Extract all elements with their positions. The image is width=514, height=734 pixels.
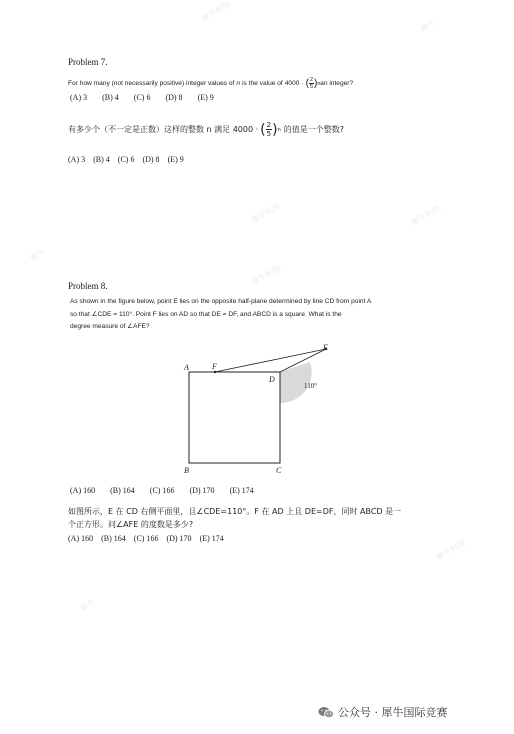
problem7-question (68, 77, 353, 90)
choice-a: (A) 3 (70, 93, 88, 102)
angle-label: 110° (304, 382, 318, 390)
cn-choice-d: (D) 8 (142, 155, 160, 164)
problem7-question-cn (68, 121, 344, 138)
watermark: 犀牛 (418, 17, 438, 34)
cn-choice-b: (B) 164 (101, 534, 126, 543)
choice-e: (E) 9 (197, 93, 214, 102)
label-a: A (184, 363, 189, 372)
fraction-numerator: 2 (309, 77, 314, 83)
problem7-question-pre: For how many (not necessarily positive) integer values of (68, 80, 235, 87)
problem8-question-line1: As shown in the figure below, point E lies on the opposite half-plane determined by line CD from point A (70, 298, 372, 305)
right-paren: ) (272, 121, 278, 138)
footer-text: 公众号 · 犀牛国际竞赛 (338, 706, 448, 719)
cn-choice-c: (C) 166 (133, 534, 159, 543)
cn-choice-c: (C) 6 (117, 155, 135, 164)
problem8-question-line3: degree measure of ∠AFE? (70, 323, 150, 330)
footer-attribution (318, 704, 448, 720)
cn-choice-d: (D) 170 (166, 534, 192, 543)
watermark: 犀牛科技 (199, 0, 233, 24)
choice-d: (D) 170 (189, 486, 215, 495)
watermark: 犀牛 (78, 597, 98, 614)
cn-choice-a: (A) 3 (68, 155, 86, 164)
point-f (214, 371, 216, 373)
problem7-var: n (236, 80, 241, 87)
label-f: F (212, 362, 217, 371)
problem8-cn-choices (68, 534, 230, 543)
watermark: 犀牛科技 (434, 538, 468, 563)
label-c: C (276, 466, 282, 475)
label-b: B (184, 466, 189, 475)
problem8-question-line2: so that ∠CDE = 110°. Point F lies on AD so that DE = DF, and ABCD is a square. What is the (70, 311, 342, 318)
problem7-choices (70, 93, 227, 102)
problem8-title: Problem 8. (68, 281, 108, 291)
choice-a: (A) 160 (70, 486, 96, 495)
square-abcd (189, 372, 280, 463)
choice-c: (C) 6 (133, 93, 151, 102)
left-paren: ( (305, 78, 309, 89)
cn-choice-e: (E) 9 (167, 155, 184, 164)
label-e: E (323, 343, 328, 352)
square-diagram (170, 340, 350, 480)
right-paren: ) (314, 78, 318, 89)
cn-choice-a: (A) 160 (68, 534, 94, 543)
problem7-question-mid: is the value of (242, 80, 283, 87)
problem7-cn-post: 的值是一个整数? (283, 125, 344, 134)
left-paren: ( (260, 121, 266, 138)
problem7-cn-choices (68, 155, 190, 164)
choice-e: (E) 174 (229, 486, 254, 495)
problem8-cn-line1: 如图所示，E 在 CD 右侧平面里，且∠CDE=110°。F 在 AD 上且 DE=DF，同时 ABCD 是一 (68, 507, 402, 516)
problem7-const: 4000 (284, 80, 300, 87)
problem7-exponent: n (317, 80, 321, 87)
label-d: D (269, 375, 275, 384)
choice-b: (B) 4 (102, 93, 119, 102)
problem7-dot: · (301, 80, 304, 87)
fraction-denominator: 5 (266, 130, 272, 138)
problem7-cn-pre: 有多少个（不一定是正数）这样的整数 n 满足 4000 · (68, 125, 259, 134)
problem7-cn-exponent: n (277, 126, 281, 133)
choice-d: (D) 8 (165, 93, 183, 102)
problem7-question-post: an integer? (320, 80, 354, 87)
fraction-numerator: 2 (266, 121, 272, 129)
watermark: 犀牛科技 (409, 203, 443, 228)
watermark: 犀牛科技 (249, 201, 283, 226)
wechat-icon (318, 706, 334, 719)
cn-choice-e: (E) 174 (199, 534, 224, 543)
watermark: 犀牛 (28, 247, 48, 264)
fraction-denominator: 5 (309, 84, 314, 90)
problem8-cn-line2: 个正方形。问∠AFE 的度数是多少? (68, 520, 194, 529)
problem7-title: Problem 7. (68, 57, 108, 67)
cn-choice-b: (B) 4 (93, 155, 110, 164)
watermark: 犀牛科技 (249, 263, 283, 288)
problem8-choices (70, 486, 267, 495)
choice-b: (B) 164 (110, 486, 135, 495)
choice-c: (C) 166 (149, 486, 175, 495)
